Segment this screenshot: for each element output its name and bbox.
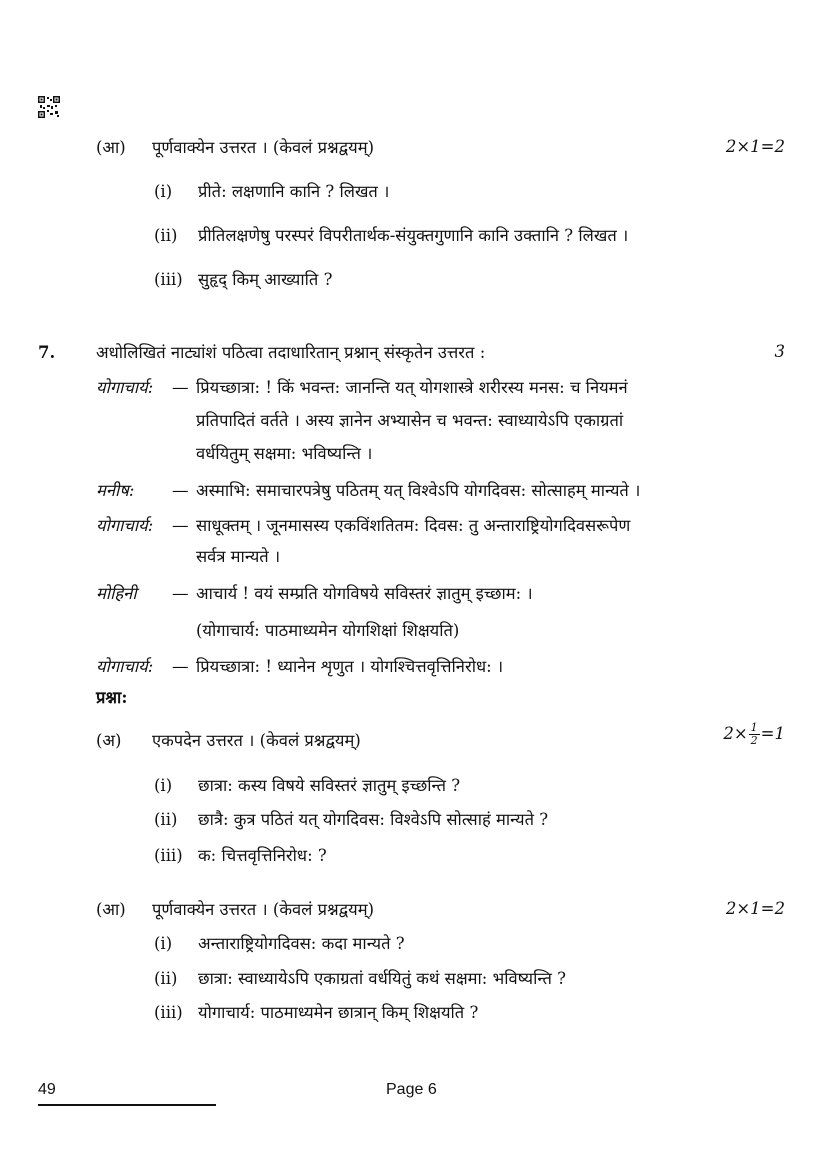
footer-rule <box>38 1104 216 1106</box>
speaker-name: योगाचार्य: <box>96 378 154 397</box>
question-text: छात्रै: कुत्र पठितं यत् योगदिवस: विश्वेऽपि सोत्साहं मान्यते ? <box>198 810 549 829</box>
question-number: (ii) <box>154 810 178 829</box>
dialogue-dash: — <box>172 516 189 535</box>
dialogue-dash: — <box>172 481 189 500</box>
dialogue-line: वर्धयितुम् सक्षमा: भविष्यन्ति । <box>196 444 373 463</box>
speaker-name: मोहिनी <box>96 584 137 603</box>
dialogue-dash: — <box>172 378 189 397</box>
part-instruction: एकपदेन उत्तरत । (केवलं प्रश्नद्वयम्) <box>152 731 361 750</box>
dialogue-dash: — <box>172 584 189 603</box>
dialogue-line: अस्माभि: समाचारपत्रेषु पठितम् यत् विश्वेऽपि योगदिवस: सोत्साहम् मान्यते । <box>196 481 641 500</box>
question-text: क: चित्तवृत्तिनिरोध: ? <box>198 846 327 865</box>
marks-suffix: =1 <box>760 724 785 743</box>
part-instruction: पूर्णवाक्येन उत्तरत । (केवलं प्रश्नद्वयम्) <box>152 900 375 919</box>
dialogue-line: प्रियच्छात्रा: ! किं भवन्त: जानन्ति यत् योगशास्त्रे शरीरस्य मनस: च नियमनं <box>196 378 628 397</box>
question-number: (iii) <box>154 846 183 865</box>
section-label: (आ) <box>96 138 126 157</box>
speaker-name: योगाचार्य: <box>96 516 154 535</box>
question-7-marks: 3 <box>774 342 785 361</box>
dialogue-line: आचार्य ! वयं सम्प्रति योगविषये सविस्तरं ज्ञातुम् इच्छाम: । <box>196 584 533 603</box>
question-number: (iii) <box>154 1003 183 1022</box>
question-7-instruction: अधोलिखितं नाट्यांशं पठित्वा तदाधारितान् प्रश्नान् संस्कृतेन उत्तरत : <box>96 343 486 362</box>
question-text: अन्ताराष्ट्रियोगदिवस: कदा मान्यते ? <box>198 934 405 953</box>
dialogue-line: साधूक्तम् । जूनमासस्य एकविंशतितम: दिवस: तु अन्ताराष्ट्रियोगदिवसरूपेण <box>196 516 631 535</box>
stage-direction: (योगाचार्य: पाठमाध्यमेन योगशिक्षां शिक्षयति) <box>196 621 460 640</box>
dialogue-line: सर्वत्र मान्यते । <box>196 547 281 566</box>
question-number: (iii) <box>154 270 183 289</box>
question-number: (i) <box>154 934 173 953</box>
qr-code-icon <box>38 96 60 118</box>
fraction-numerator: 1 <box>750 721 758 734</box>
question-text: छात्रा: स्वाध्यायेऽपि एकाग्रतां वर्धयितुं कथं सक्षमा: भविष्यन्ति ? <box>198 969 566 988</box>
speaker-name: योगाचार्य: <box>96 657 154 676</box>
marks-prefix: 2× <box>723 724 748 743</box>
marks-fraction <box>749 722 760 747</box>
question-number: (i) <box>154 776 173 795</box>
dialogue-line: प्रियच्छात्रा: ! ध्यानेन शृणुत । योगश्चित्तवृत्तिनिरोध: । <box>196 657 504 676</box>
part-label: (आ) <box>96 900 126 919</box>
speaker-name: मनीष: <box>96 481 135 500</box>
question-text: छात्रा: कस्य विषये सविस्तरं ज्ञातुम् इच्छन्ति ? <box>198 776 461 795</box>
paper-code: 49 <box>38 1081 56 1098</box>
question-text: प्रीते: लक्षणानि कानि ? लिखत । <box>198 182 390 201</box>
part-label: (अ) <box>96 731 122 750</box>
fraction-denominator: 2 <box>750 734 758 747</box>
page-number: Page 6 <box>386 1081 437 1098</box>
part-marks: 2×1=2 <box>725 899 785 918</box>
question-7-number: 7. <box>38 343 56 362</box>
questions-heading: प्रश्ना: <box>96 688 128 707</box>
section-instruction: पूर्णवाक्येन उत्तरत । (केवलं प्रश्नद्वयम्) <box>152 138 375 157</box>
part-marks <box>723 722 785 747</box>
dialogue-dash: — <box>172 657 189 676</box>
question-text: योगाचार्य: पाठमाध्यमेन छात्रान् किम् शिक्षयति ? <box>198 1003 479 1022</box>
question-text: प्रीतिलक्षणेषु परस्परं विपरीतार्थक-संयुक्तगुणानि कानि उक्तानि ? लिखत । <box>198 226 629 245</box>
section-marks: 2×1=2 <box>725 137 785 156</box>
question-number: (ii) <box>154 969 178 988</box>
question-text: सुहृद् किम् आख्याति ? <box>198 270 333 289</box>
question-number: (ii) <box>154 226 178 245</box>
question-number: (i) <box>154 182 173 201</box>
dialogue-line: प्रतिपादितं वर्तते । अस्य ज्ञानेन अभ्यासेन च भवन्त: स्वाध्यायेऽपि एकाग्रतां <box>196 411 624 430</box>
